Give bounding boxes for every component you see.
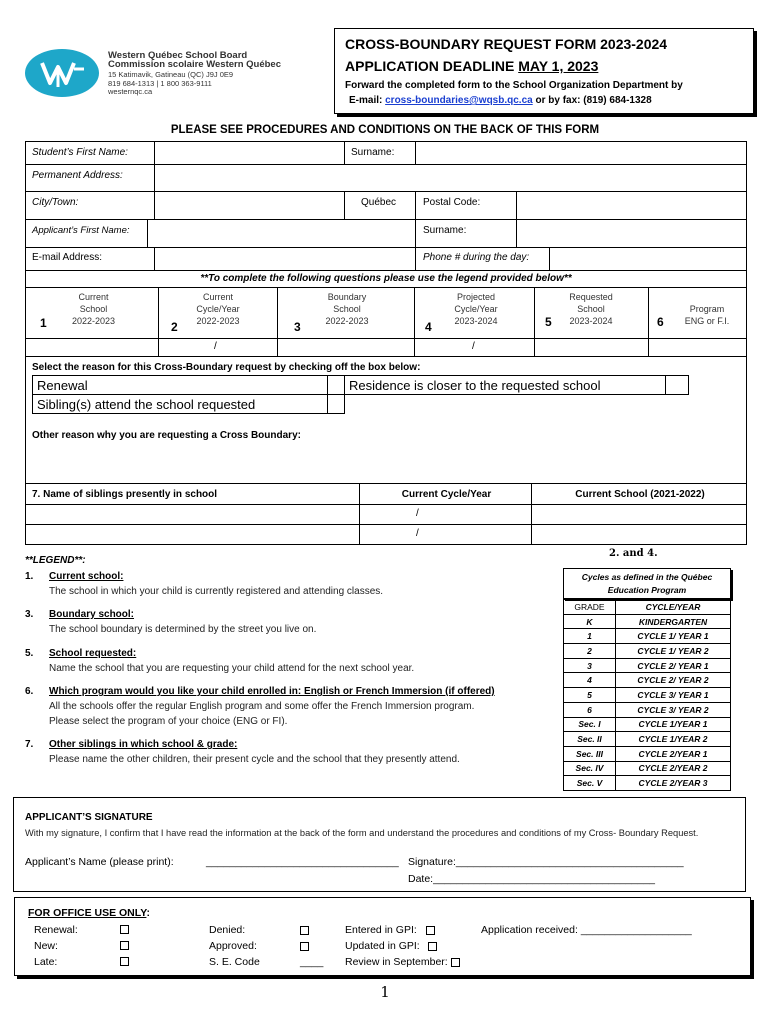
cycles-row xyxy=(564,644,731,659)
cycles-row xyxy=(564,702,731,717)
office-late-checkbox[interactable] xyxy=(120,957,129,966)
board-name-en: Western Québec School Board xyxy=(108,50,248,61)
office-renewal-label: Renewal: xyxy=(34,924,78,936)
legend-note-2-4: 2. and 4. xyxy=(609,548,658,559)
phone-input[interactable] xyxy=(549,247,747,271)
cycles-grade: Sec. V xyxy=(564,776,616,791)
sibling-row-2-school[interactable] xyxy=(531,524,747,545)
school-col-2 xyxy=(158,287,278,339)
legend-item-6-title: Which program would you like your child enrolled in: English or French Immersion (if offered) xyxy=(49,686,495,697)
fax-text: or by fax: (819) 684-1328 xyxy=(532,95,652,106)
cycles-year: CYCLE 2/ YEAR 1 xyxy=(616,658,731,673)
col5-number: 5 xyxy=(545,315,552,329)
office-new-label: New: xyxy=(34,940,58,952)
province-cell xyxy=(344,191,416,220)
address-label-cell xyxy=(25,164,155,192)
sibling-label-cell xyxy=(32,394,328,414)
postal-label-cell xyxy=(415,191,517,220)
province-label: Québec xyxy=(361,197,397,208)
office-approved-label: Approved: xyxy=(209,940,257,952)
email-prefix: E-mail: xyxy=(349,95,386,106)
signature-line[interactable]: _______________________________________ xyxy=(455,856,684,868)
postal-input[interactable] xyxy=(516,191,747,220)
col1-line3: 2022-2023 xyxy=(71,316,116,326)
col5-line3: 2023-2024 xyxy=(569,316,613,326)
school-col-4 xyxy=(414,287,535,339)
office-review-checkbox[interactable] xyxy=(451,958,460,967)
reason-prompt: Select the reason for this Cross-Boundary request by checking off the box below: xyxy=(32,362,421,373)
legend-item-6-num: 6. xyxy=(25,686,34,697)
answer-current-school[interactable] xyxy=(25,338,159,357)
cycles-caption-line2: Education Program xyxy=(607,585,687,595)
sibling-row-2-slash: / xyxy=(416,528,419,539)
city-input[interactable] xyxy=(154,191,345,220)
col1-line1: Current xyxy=(78,292,109,302)
office-review-group xyxy=(345,954,460,970)
applicant-surname-label-cell xyxy=(415,219,517,248)
col3-number: 3 xyxy=(294,320,301,334)
city-label: City/Town: xyxy=(32,197,79,208)
col6-number: 6 xyxy=(657,315,664,329)
col1-line2: School xyxy=(79,304,108,314)
office-updated-checkbox[interactable] xyxy=(428,942,437,951)
answer-boundary-school[interactable] xyxy=(277,338,415,357)
sibling-label: Sibling(s) attend the school requested xyxy=(37,397,256,412)
renewal-label-cell xyxy=(32,375,328,395)
office-denied-label: Denied: xyxy=(209,924,246,936)
office-title-group xyxy=(28,907,150,919)
sibling-row-2-cycle[interactable] xyxy=(359,524,532,545)
cycles-grade: 1 xyxy=(564,629,616,644)
cycles-grade: Sec. II xyxy=(564,732,616,747)
deadline xyxy=(345,58,598,74)
office-updated-group xyxy=(345,938,460,954)
legend-item-1-title: Current school: xyxy=(49,571,124,582)
office-title-colon: : xyxy=(146,907,150,919)
cycles-header-row xyxy=(564,600,731,615)
postal-label: Postal Code: xyxy=(423,197,481,208)
title-box xyxy=(334,28,754,114)
address-label: Permanent Address: xyxy=(32,170,123,181)
page-number: 1 xyxy=(380,983,390,1001)
sibling-row-2-name[interactable] xyxy=(25,524,360,545)
office-col-3 xyxy=(345,922,460,970)
student-first-name-input[interactable] xyxy=(154,141,345,165)
address-input[interactable] xyxy=(154,164,747,192)
date-label: Date: xyxy=(408,873,434,885)
cycles-row xyxy=(564,688,731,703)
siblings-name-header xyxy=(25,483,360,505)
answer-program[interactable] xyxy=(648,338,747,357)
cycles-caption xyxy=(563,568,731,599)
sibling-row-1-name[interactable] xyxy=(25,504,360,525)
col4-line2: Cycle/Year xyxy=(454,304,498,314)
col5-line1: Requested xyxy=(569,292,613,302)
logo xyxy=(22,47,102,99)
cycles-row xyxy=(564,717,731,732)
email-link[interactable]: cross-boundaries@wqsb.qc.ca xyxy=(385,95,533,106)
siblings-school-header xyxy=(531,483,747,505)
legend-item-5-title: School requested: xyxy=(49,648,137,659)
student-first-name-label-cell xyxy=(25,141,155,165)
board-address: 15 Katimavik, Gatineau (QC) J9J 0E9 xyxy=(108,70,234,79)
residence-label-cell xyxy=(344,375,666,395)
applicant-name-label: Applicant’s Name (please print): xyxy=(25,856,174,868)
legend-item-6-text: All the schools offer the regular English program and some offer the French Immersion program. xyxy=(49,701,475,712)
col4-line3: 2023-2024 xyxy=(454,316,498,326)
sibling-row-1-cycle[interactable] xyxy=(359,504,532,525)
signature-consent: With my signature, I confirm that I have read the information at the back of the form and understand the procedures and conditions of my Cross- Boundary Request. xyxy=(25,828,699,838)
residence-label: Residence is closer to the requested school xyxy=(349,378,601,393)
form-title: CROSS-BOUNDARY REQUEST FORM 2023-2024 xyxy=(345,36,668,52)
cycles-row xyxy=(564,761,731,776)
cycles-row xyxy=(564,614,731,629)
office-se-code-label: S. E. Code xyxy=(209,956,260,968)
applicant-first-input[interactable] xyxy=(147,219,416,248)
cycles-grade: Sec. I xyxy=(564,717,616,732)
student-surname-label: Surname: xyxy=(351,147,395,158)
renewal-label: Renewal xyxy=(37,378,88,393)
cycles-year: CYCLE 3/ YEAR 1 xyxy=(616,688,731,703)
cycles-caption-line1: Cycles as defined in the Québec xyxy=(581,572,713,582)
legend-item-7-title: Other siblings in which school & grade: xyxy=(49,739,238,750)
office-late-label: Late: xyxy=(34,956,58,968)
phone-label-cell xyxy=(415,247,550,271)
deadline-date: MAY 1, 2023 xyxy=(518,58,599,74)
cycles-header-cycle: CYCLE/YEAR xyxy=(616,600,731,615)
cycles-year: CYCLE 1/ YEAR 2 xyxy=(616,644,731,659)
office-col-1 xyxy=(34,922,78,970)
office-col-2 xyxy=(209,922,260,970)
sibling-row-1-slash: / xyxy=(416,508,419,519)
office-approved-checkbox[interactable] xyxy=(300,942,309,951)
sibling-row-1-school[interactable] xyxy=(531,504,747,525)
office-entered-group xyxy=(345,922,460,938)
office-received-label: Application received: xyxy=(481,924,578,936)
office-col-2-boxes xyxy=(300,922,323,970)
date-line[interactable]: ______________________________________ xyxy=(433,873,656,885)
projected-cycle-slash: / xyxy=(472,341,475,352)
board-phones: 819 684-1313 | 1 800 363-9111 xyxy=(108,78,212,88)
student-surname-input[interactable] xyxy=(415,141,747,165)
office-received-group xyxy=(481,922,692,938)
cycles-year: CYCLE 1/YEAR 1 xyxy=(616,717,731,732)
col2-line3: 2022-2023 xyxy=(196,316,240,326)
applicant-surname-input[interactable] xyxy=(516,219,747,248)
legend-item-7-text: Please name the other children, their present cycle and the school that they presently attend. xyxy=(49,754,460,765)
cycles-grade: 5 xyxy=(564,688,616,703)
siblings-cycle-header xyxy=(359,483,532,505)
cycles-grade: K xyxy=(564,614,616,629)
board-website: westernqc.ca xyxy=(108,87,153,96)
email-label: E-mail Address: xyxy=(32,252,103,263)
student-surname-label-cell xyxy=(344,141,416,165)
office-denied-checkbox[interactable] xyxy=(300,926,309,935)
school-col-1 xyxy=(25,287,159,339)
sibling-checkbox[interactable] xyxy=(327,394,345,414)
cycles-year: CYCLE 2/YEAR 1 xyxy=(616,746,731,761)
col2-line1: Current xyxy=(202,292,233,302)
col4-line1: Projected xyxy=(456,292,496,302)
col1-number: 1 xyxy=(40,316,47,330)
contact-line xyxy=(349,95,652,106)
cycles-row xyxy=(564,746,731,761)
legend-item-5-text: Name the school that you are requesting your child attend for the next school year. xyxy=(49,663,415,674)
office-review-label: Review in September: xyxy=(345,956,448,968)
cycles-grade: 6 xyxy=(564,702,616,717)
col5-line2: School xyxy=(577,304,605,314)
cycles-row xyxy=(564,658,731,673)
col4-number: 4 xyxy=(425,320,432,334)
cycles-row xyxy=(564,629,731,644)
legend-instruction: **To complete the following questions please use the legend provided below** xyxy=(25,270,747,288)
office-new-checkbox[interactable] xyxy=(120,941,129,950)
legend-item-1-text: The school in which your child is currently registered and attending classes. xyxy=(49,586,384,597)
forward-text: Forward the completed form to the School Organization Department by xyxy=(345,80,683,91)
board-name-fr: Commission scolaire Western Québec xyxy=(108,58,281,70)
renewal-checkbox[interactable] xyxy=(327,375,345,395)
student-first-name-label: Student’s First Name: xyxy=(32,147,128,158)
cycles-year: CYCLE 3/ YEAR 2 xyxy=(616,702,731,717)
cycles-row xyxy=(564,732,731,747)
office-se-code-line[interactable]: ____ xyxy=(300,956,324,968)
legend-item-7-num: 7. xyxy=(25,739,34,750)
deadline-prefix: APPLICATION DEADLINE xyxy=(345,58,519,74)
legend-item-3-text: The school boundary is determined by the street you live on. xyxy=(49,624,317,635)
cycles-year: CYCLE 2/YEAR 3 xyxy=(616,776,731,791)
cycles-year: KINDERGARTEN xyxy=(616,614,731,629)
current-cycle-slash: / xyxy=(214,341,217,352)
siblings-school-header-text: Current School (2021-2022) xyxy=(575,489,705,500)
cycles-table xyxy=(563,599,731,791)
cycles-year: CYCLE 2/ YEAR 2 xyxy=(616,673,731,688)
applicant-first-label: Applicant’s First Name: xyxy=(32,225,130,236)
col2-number: 2 xyxy=(171,320,178,334)
answer-projected-cycle[interactable] xyxy=(414,338,535,357)
col6-line1: Program xyxy=(689,304,725,314)
email-input[interactable] xyxy=(154,247,416,271)
signature-line-group xyxy=(408,856,684,868)
answer-current-cycle[interactable] xyxy=(158,338,278,357)
office-entered-checkbox[interactable] xyxy=(426,926,435,935)
office-updated-label: Updated in GPI: xyxy=(345,940,420,952)
legend-item-3-num: 3. xyxy=(25,609,34,620)
cycles-grade: 4 xyxy=(564,673,616,688)
applicant-surname-label: Surname: xyxy=(423,225,467,236)
cycles-grade: Sec. III xyxy=(564,746,616,761)
phone-label: Phone # during the day: xyxy=(423,252,530,263)
cycles-year: CYCLE 1/ YEAR 1 xyxy=(616,629,731,644)
office-col-1-boxes xyxy=(120,922,129,970)
col3-line1: Boundary xyxy=(327,292,367,302)
school-col-6 xyxy=(648,287,747,339)
legend-item-1-num: 1. xyxy=(25,571,34,582)
office-entered-label: Entered in GPI: xyxy=(345,924,417,936)
school-board-info xyxy=(108,52,318,97)
col6-line2: ENG or F.I. xyxy=(684,316,730,326)
email-label-cell xyxy=(25,247,155,271)
col2-line2: Cycle/Year xyxy=(196,304,240,314)
cycles-grade: Sec. IV xyxy=(564,761,616,776)
cycles-grade: 2 xyxy=(564,644,616,659)
siblings-name-header-text: 7. Name of siblings presently in school xyxy=(32,489,218,500)
legend-item-3-title: Boundary school: xyxy=(49,609,135,620)
cycles-row xyxy=(564,673,731,688)
office-renewal-checkbox[interactable] xyxy=(120,925,129,934)
cycles-grade: 3 xyxy=(564,658,616,673)
signature-title: APPLICANT’S SIGNATURE xyxy=(25,812,153,823)
residence-checkbox[interactable] xyxy=(665,375,689,395)
school-col-3 xyxy=(277,287,415,339)
siblings-cycle-header-text: Current Cycle/Year xyxy=(401,489,492,500)
procedures-note: PLEASE SEE PROCEDURES AND CONDITIONS ON THE BACK OF THIS FORM xyxy=(170,124,600,136)
office-received-line[interactable]: ___________________ xyxy=(580,924,692,936)
cycles-year: CYCLE 1/YEAR 2 xyxy=(616,732,731,747)
cycles-header-grade: GRADE xyxy=(564,600,616,615)
other-reason-label: Other reason why you are requesting a Cross Boundary: xyxy=(32,430,301,441)
cycles-row xyxy=(564,776,731,791)
legend-item-5-num: 5. xyxy=(25,648,34,659)
city-label-cell xyxy=(25,191,155,220)
office-title: FOR OFFICE USE ONLY xyxy=(28,907,147,919)
applicant-first-label-cell xyxy=(25,219,148,248)
applicant-name-line[interactable]: _________________________________ xyxy=(206,856,399,868)
school-col-5 xyxy=(534,287,649,339)
cycles-year: CYCLE 2/YEAR 2 xyxy=(616,761,731,776)
col3-line3: 2022-2023 xyxy=(325,316,369,326)
signature-label: Signature: xyxy=(408,856,456,868)
legend-item-6-text2: Please select the program of your choice (ENG or FI). xyxy=(49,716,288,727)
date-line-group xyxy=(408,873,655,885)
col3-line2: School xyxy=(333,304,361,314)
answer-requested-school[interactable] xyxy=(534,338,649,357)
legend-title: **LEGEND**: xyxy=(25,555,86,566)
